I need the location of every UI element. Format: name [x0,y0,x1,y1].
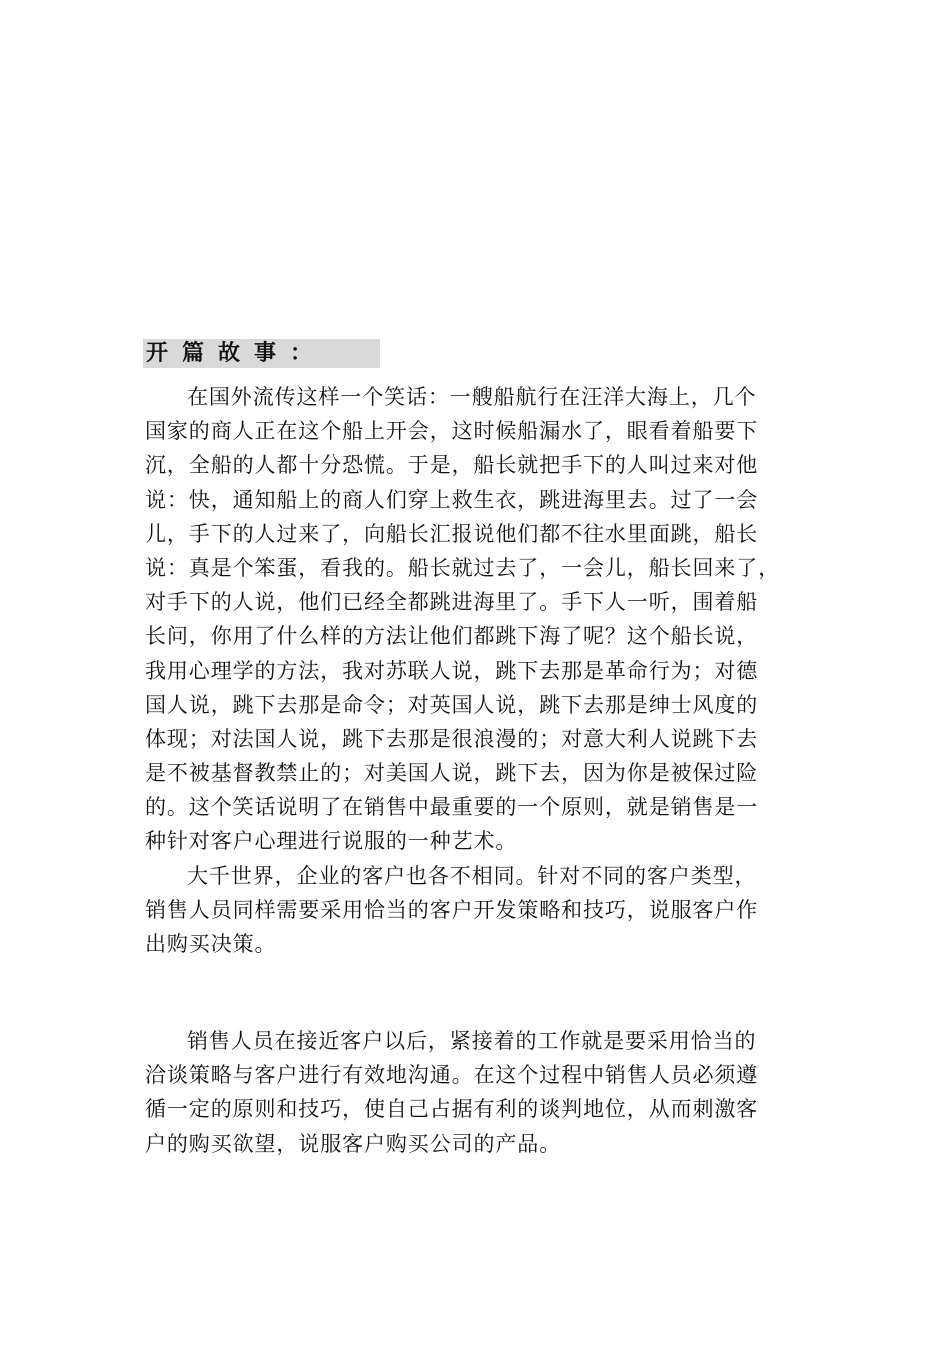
text-line: 销售人员同样需要采用恰当的客户开发策略和技巧，说服客户作 [145,897,759,922]
text-line: 大千世界，企业的客户也各不相同。针对不同的客户类型， [187,863,757,888]
text-line: 户的购买欲望，说服客户购买公司的产品。 [145,1131,562,1156]
story-paragraphs [145,380,835,961]
text-line: 国家的商人正在这个船上开会，这时候船漏水了，眼看着船要下 [145,419,759,444]
text-line: 出购买决策。 [145,932,277,956]
text-line: 种针对客户心理进行说服的一种艺术。 [145,829,518,854]
text-line: 儿，手下的人过来了，向船长汇报说他们都不往水里面跳，船长 [145,521,759,546]
text-line: 是不被基督教禁止的；对美国人说，跳下去，因为你是被保过险 [145,761,759,786]
text-line: 长问，你用了什么样的方法让他们都跳下海了呢？这个船长说， [145,624,759,649]
text-line: 的。这个笑话说明了在销售中最重要的一个原则，就是销售是一 [145,795,759,820]
text-line: 沉，全船的人都十分恐慌。于是，船长就把手下的人叫过来对他 [145,453,759,478]
text-line: 体现；对法国人说，跳下去那是很浪漫的；对意大利人说跳下去 [145,726,759,751]
text-line: 洽谈策略与客户进行有效地沟通。在这个过程中销售人员必须遵 [145,1063,759,1088]
section-heading: 开篇故事： [146,341,327,366]
text-line: 销售人员在接近客户以后，紧接着的工作就是要采用恰当的 [187,1029,757,1053]
text-line: 在国外流传这样一个笑话：一艘船航行在汪洋大海上，几个 [187,385,757,409]
text-line: 国人说，跳下去那是命令；对英国人说，跳下去那是绅士风度的 [145,692,759,717]
text-line: 对手下的人说，他们已经全都跳进海里了。手下人一听，围着船 [145,590,759,615]
intro-paragraph [145,1024,835,1161]
text-line: 循一定的原则和技巧，使自己占据有利的谈判地位，从而刺激客 [145,1097,759,1122]
text-line: 说：快，通知船上的商人们穿上救生衣，跳进海里去。过了一会 [145,487,759,512]
text-line: 说：真是个笨蛋，看我的。船长就过去了，一会儿，船长回来了， [145,555,781,580]
text-line: 我用心理学的方法，我对苏联人说，跳下去那是革命行为；对德 [145,658,759,683]
